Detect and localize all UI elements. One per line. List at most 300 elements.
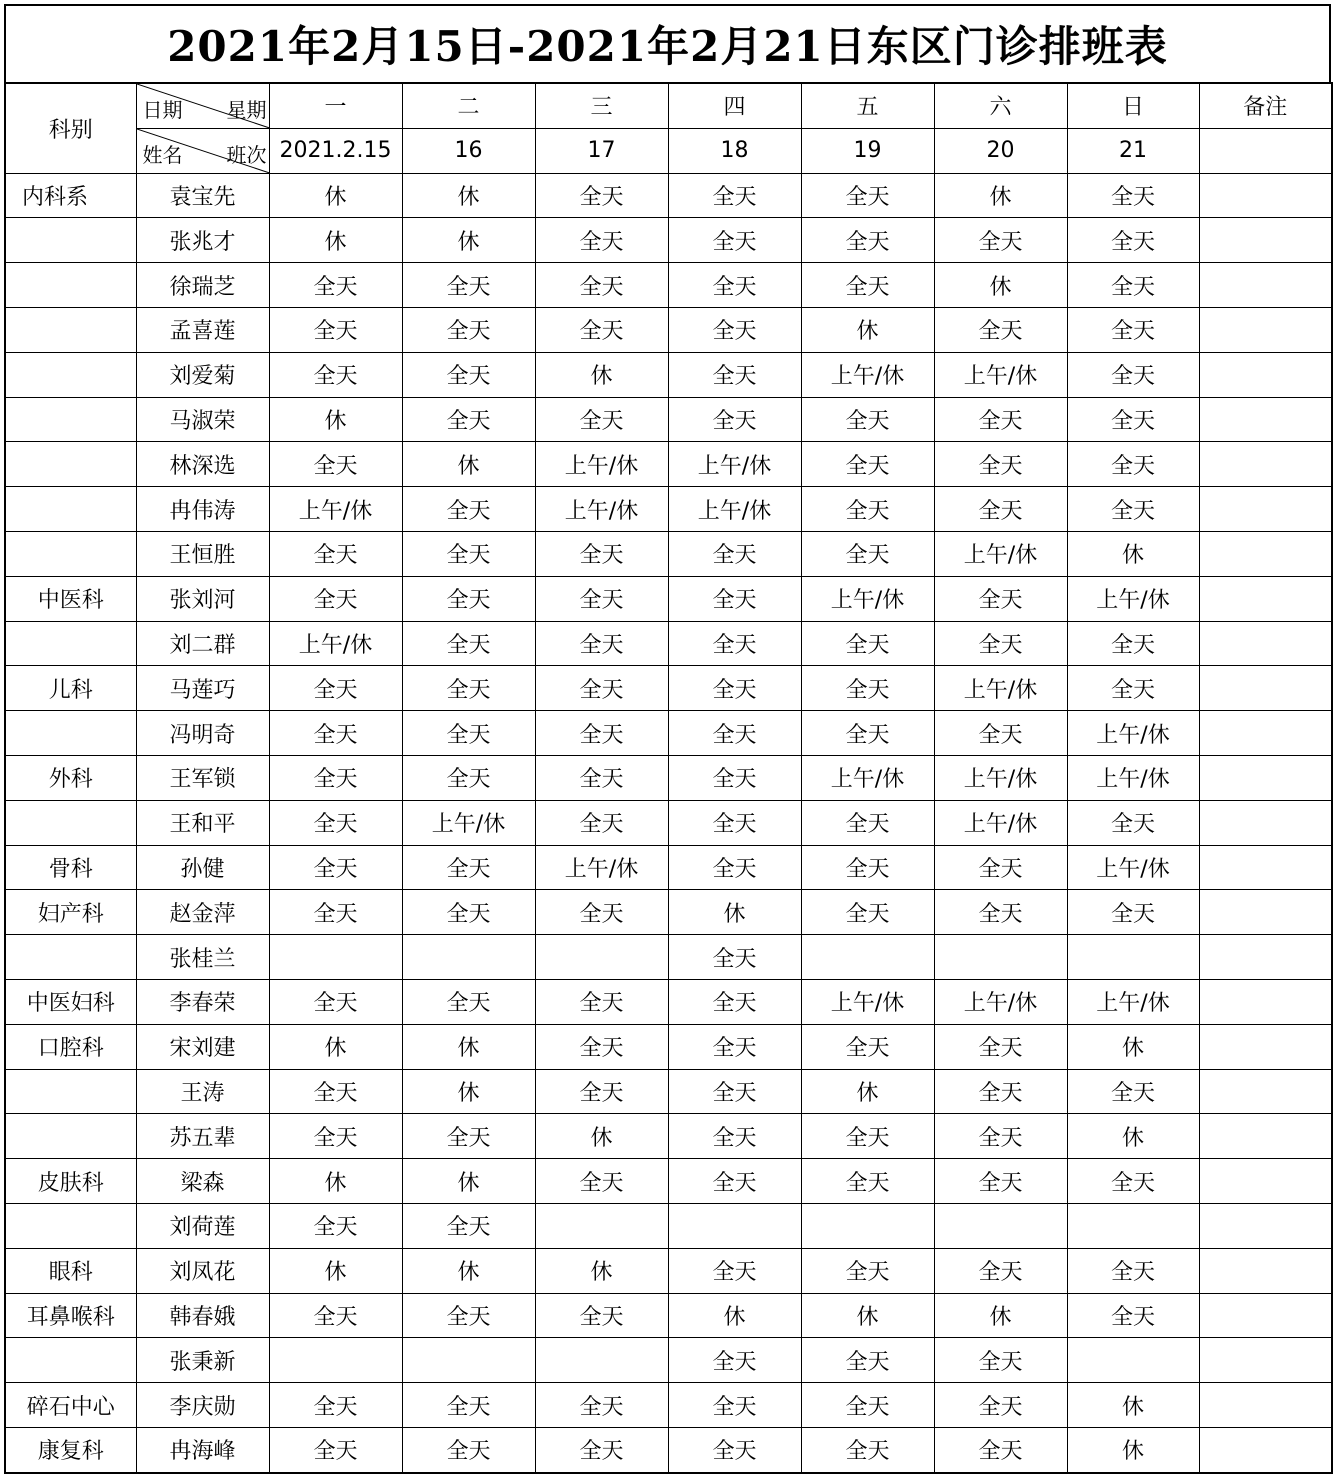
- name-cell: 李庆勋: [136, 1383, 269, 1428]
- table-row: [5, 263, 1332, 308]
- shift-cell: [402, 935, 535, 980]
- table-row: [5, 1069, 1332, 1114]
- remark-cell: [1199, 979, 1332, 1024]
- name-cell: 冯明奇: [136, 711, 269, 756]
- shift-cell: 全天: [402, 487, 535, 532]
- week-label: 星期: [226, 98, 267, 122]
- page-title: 2021年2月15日-2021年2月21日东区门诊排班表: [4, 4, 1331, 82]
- name-cell: 孟喜莲: [136, 307, 269, 352]
- shift-cell: 全天: [934, 711, 1067, 756]
- shift-cell: 全天: [269, 352, 402, 397]
- shift-cell: 全天: [402, 621, 535, 666]
- name-cell: 马莲巧: [136, 666, 269, 711]
- dept-cell: [5, 1069, 136, 1114]
- remark-cell: [1199, 711, 1332, 756]
- shift-cell: 全天: [269, 800, 402, 845]
- shift-cell: 休: [1067, 1427, 1199, 1472]
- table-row: [5, 442, 1332, 487]
- shift-cell: 全天: [801, 1338, 934, 1383]
- shift-cell: [535, 935, 668, 980]
- shift-cell: 上午/休: [934, 979, 1067, 1024]
- shift-cell: [269, 935, 402, 980]
- shift-cell: 全天: [269, 1203, 402, 1248]
- dept-cell: 口腔科: [5, 1024, 136, 1069]
- shift-cell: 全天: [402, 755, 535, 800]
- name-cell: 林深选: [136, 442, 269, 487]
- remark-cell: [1199, 263, 1332, 308]
- name-cell: 李春荣: [136, 979, 269, 1024]
- table-row: [5, 397, 1332, 442]
- table-row: [5, 1159, 1332, 1204]
- shift-cell: 全天: [801, 487, 934, 532]
- shift-cell: 全天: [1067, 487, 1199, 532]
- shift-cell: 休: [402, 173, 535, 218]
- remark-cell: [1199, 1248, 1332, 1293]
- table-row: [5, 621, 1332, 666]
- remark-cell: [1199, 845, 1332, 890]
- shift-cell: 全天: [1067, 352, 1199, 397]
- remark-cell: [1199, 800, 1332, 845]
- shift-cell: 休: [269, 1024, 402, 1069]
- shift-cell: 全天: [269, 576, 402, 621]
- shift-cell: 休: [1067, 1114, 1199, 1159]
- shift-cell: 全天: [1067, 442, 1199, 487]
- shift-cell: 全天: [934, 397, 1067, 442]
- remark-cell: [1199, 666, 1332, 711]
- dept-cell: 中医科: [5, 576, 136, 621]
- shift-cell: 全天: [535, 711, 668, 756]
- remark-cell: [1199, 531, 1332, 576]
- shift-cell: 全天: [801, 1159, 934, 1204]
- shift-cell: 全天: [668, 1024, 801, 1069]
- shift-cell: 全天: [535, 1024, 668, 1069]
- dept-cell: [5, 935, 136, 980]
- name-cell: 刘爱菊: [136, 352, 269, 397]
- date-tue: 16: [402, 128, 535, 173]
- shift-cell: 全天: [402, 890, 535, 935]
- shift-cell: 上午/休: [1067, 845, 1199, 890]
- shift-cell: 全天: [801, 1427, 934, 1472]
- weekday-sun: 日: [1067, 83, 1199, 128]
- shift-cell: 全天: [668, 307, 801, 352]
- weekday-fri: 五: [801, 83, 934, 128]
- shift-cell: 休: [535, 1248, 668, 1293]
- name-cell: 马淑荣: [136, 397, 269, 442]
- shift-cell: 全天: [668, 979, 801, 1024]
- date-mon: 2021.2.15: [269, 128, 402, 173]
- dept-cell: 碎石中心: [5, 1383, 136, 1428]
- shift-cell: 全天: [402, 666, 535, 711]
- shift-cell: 全天: [934, 1338, 1067, 1383]
- shift-cell: 全天: [535, 979, 668, 1024]
- shift-cell: [269, 1338, 402, 1383]
- shift-cell: 全天: [668, 845, 801, 890]
- table-row: [5, 711, 1332, 756]
- shift-cell: 休: [801, 1293, 934, 1338]
- shift-cell: 全天: [668, 263, 801, 308]
- shift-cell: 全天: [668, 1248, 801, 1293]
- shift-cell: 上午/休: [801, 979, 934, 1024]
- table-row: [5, 1248, 1332, 1293]
- remark-cell: [1199, 1203, 1332, 1248]
- shift-cell: 上午/休: [1067, 576, 1199, 621]
- table-row: [5, 173, 1332, 218]
- date-thu: 18: [668, 128, 801, 173]
- shift-cell: [801, 935, 934, 980]
- date-sat: 20: [934, 128, 1067, 173]
- shift-cell: 全天: [668, 755, 801, 800]
- shift-cell: 全天: [668, 1114, 801, 1159]
- name-cell: 张兆才: [136, 218, 269, 263]
- shift-cell: 全天: [535, 800, 668, 845]
- shift-cell: 上午/休: [535, 845, 668, 890]
- shift-cell: 全天: [1067, 1293, 1199, 1338]
- shift-cell: 全天: [801, 621, 934, 666]
- remark-cell: [1199, 1114, 1332, 1159]
- name-cell: 刘荷莲: [136, 1203, 269, 1248]
- shift-cell: 全天: [269, 531, 402, 576]
- shift-cell: 全天: [1067, 621, 1199, 666]
- shift-cell: 全天: [1067, 263, 1199, 308]
- shift-cell: 全天: [402, 352, 535, 397]
- shift-cell: 休: [1067, 531, 1199, 576]
- remark-cell: [1199, 1159, 1332, 1204]
- remark-cell: [1199, 173, 1332, 218]
- table-row: [5, 1383, 1332, 1428]
- remark-cell: [1199, 307, 1332, 352]
- shift-cell: 全天: [801, 1248, 934, 1293]
- shift-cell: 休: [402, 1159, 535, 1204]
- table-row: [5, 307, 1332, 352]
- shift-cell: 全天: [402, 397, 535, 442]
- weekday-mon: 一: [269, 83, 402, 128]
- remark-cell: [1199, 1069, 1332, 1114]
- name-cell: 王和平: [136, 800, 269, 845]
- shift-cell: 全天: [668, 666, 801, 711]
- name-cell: 刘二群: [136, 621, 269, 666]
- remark-cell: [1199, 1427, 1332, 1472]
- remark-cell: [1199, 1383, 1332, 1428]
- name-cell: 苏五辈: [136, 1114, 269, 1159]
- shift-cell: 全天: [801, 1383, 934, 1428]
- shift-cell: 全天: [269, 307, 402, 352]
- shift-cell: 全天: [934, 1114, 1067, 1159]
- weekday-tue: 二: [402, 83, 535, 128]
- shift-cell: 上午/休: [1067, 711, 1199, 756]
- dept-cell: 中医妇科: [5, 979, 136, 1024]
- shift-cell: 全天: [402, 263, 535, 308]
- shift-cell: 休: [269, 397, 402, 442]
- dept-cell: [5, 397, 136, 442]
- shift-cell: 全天: [1067, 218, 1199, 263]
- date-wed: 17: [535, 128, 668, 173]
- shift-cell: 全天: [801, 890, 934, 935]
- shift-cell: 全天: [269, 711, 402, 756]
- remark-empty: [1199, 128, 1332, 173]
- shift-cell: 全天: [801, 397, 934, 442]
- date-week-header: [136, 83, 269, 128]
- date-fri: 19: [801, 128, 934, 173]
- shift-cell: 全天: [1067, 1248, 1199, 1293]
- dept-cell: 骨科: [5, 845, 136, 890]
- shift-cell: 全天: [801, 800, 934, 845]
- shift-cell: 上午/休: [269, 487, 402, 532]
- shift-cell: 全天: [535, 1293, 668, 1338]
- shift-cell: 全天: [934, 1024, 1067, 1069]
- shift-cell: 全天: [535, 218, 668, 263]
- shift-cell: 上午/休: [801, 576, 934, 621]
- shift-cell: 休: [535, 1114, 668, 1159]
- remark-cell: [1199, 352, 1332, 397]
- shift-cell: 全天: [402, 1203, 535, 1248]
- dept-cell: [5, 531, 136, 576]
- dept-cell: [5, 352, 136, 397]
- shift-cell: 全天: [269, 1427, 402, 1472]
- shift-cell: 全天: [402, 711, 535, 756]
- dept-cell: 妇产科: [5, 890, 136, 935]
- shift-cell: 全天: [801, 263, 934, 308]
- remark-cell: [1199, 1024, 1332, 1069]
- shift-cell: 全天: [535, 397, 668, 442]
- shift-cell: 休: [535, 352, 668, 397]
- shift-cell: 全天: [801, 711, 934, 756]
- name-shift-header: [136, 128, 269, 173]
- dept-cell: 外科: [5, 755, 136, 800]
- weekday-wed: 三: [535, 83, 668, 128]
- shift-cell: 全天: [934, 621, 1067, 666]
- shift-cell: 全天: [535, 755, 668, 800]
- weekday-thu: 四: [668, 83, 801, 128]
- shift-cell: 全天: [535, 1159, 668, 1204]
- shift-cell: 全天: [535, 1427, 668, 1472]
- shift-cell: 全天: [668, 935, 801, 980]
- name-cell: 张桂兰: [136, 935, 269, 980]
- shift-cell: 休: [269, 218, 402, 263]
- name-cell: 冉海峰: [136, 1427, 269, 1472]
- remark-cell: [1199, 442, 1332, 487]
- shift-cell: 全天: [934, 1159, 1067, 1204]
- remark-cell: [1199, 487, 1332, 532]
- shift-cell: 休: [934, 1293, 1067, 1338]
- shift-cell: 休: [801, 307, 934, 352]
- shift-cell: [1067, 1338, 1199, 1383]
- table-row: [5, 576, 1332, 621]
- table-row: [5, 1427, 1332, 1472]
- shift-cell: 全天: [269, 1114, 402, 1159]
- name-cell: 孙健: [136, 845, 269, 890]
- shift-cell: 休: [801, 1069, 934, 1114]
- shift-cell: 全天: [934, 218, 1067, 263]
- table-row: [5, 666, 1332, 711]
- shift-cell: 休: [402, 218, 535, 263]
- shift-cell: 全天: [402, 1293, 535, 1338]
- dept-cell: 康复科: [5, 1427, 136, 1472]
- dept-cell: [5, 1338, 136, 1383]
- shift-cell: 全天: [535, 1383, 668, 1428]
- name-cell: 梁森: [136, 1159, 269, 1204]
- shift-cell: 休: [269, 1248, 402, 1293]
- name-cell: 韩春娥: [136, 1293, 269, 1338]
- shift-cell: [668, 1203, 801, 1248]
- shift-cell: 全天: [934, 1069, 1067, 1114]
- shift-cell: 全天: [402, 1114, 535, 1159]
- shift-cell: 全天: [1067, 666, 1199, 711]
- shift-cell: 全天: [801, 218, 934, 263]
- dept-cell: [5, 1203, 136, 1248]
- dept-cell: [5, 1114, 136, 1159]
- shift-cell: 全天: [1067, 890, 1199, 935]
- dept-cell: 内科系: [5, 173, 136, 218]
- remark-cell: [1199, 397, 1332, 442]
- shift-cell: 休: [1067, 1024, 1199, 1069]
- shift-cell: 全天: [402, 1383, 535, 1428]
- shift-cell: 全天: [801, 1114, 934, 1159]
- shift-cell: 全天: [535, 621, 668, 666]
- shift-cell: 上午/休: [801, 352, 934, 397]
- shift-cell: 全天: [668, 711, 801, 756]
- shift-cell: 全天: [801, 442, 934, 487]
- shift-cell: 全天: [801, 1024, 934, 1069]
- shift-cell: 全天: [668, 800, 801, 845]
- schedule-table: [4, 82, 1333, 1474]
- shift-cell: 全天: [801, 531, 934, 576]
- shift-cell: 全天: [801, 666, 934, 711]
- dept-cell: [5, 800, 136, 845]
- shift-cell: 上午/休: [668, 442, 801, 487]
- dept-cell: 儿科: [5, 666, 136, 711]
- remark-cell: [1199, 576, 1332, 621]
- table-row: [5, 979, 1332, 1024]
- dept-cell: [5, 487, 136, 532]
- table-row: [5, 1338, 1332, 1383]
- shift-cell: 休: [269, 1159, 402, 1204]
- shift-cell: 全天: [934, 487, 1067, 532]
- shift-cell: 全天: [934, 1427, 1067, 1472]
- shift-cell: 上午/休: [402, 800, 535, 845]
- shift-cell: 全天: [535, 307, 668, 352]
- shift-cell: 全天: [934, 845, 1067, 890]
- shift-cell: 休: [402, 1069, 535, 1114]
- shift-cell: 全天: [1067, 173, 1199, 218]
- remark-header: 备注: [1199, 83, 1332, 128]
- date-sun: 21: [1067, 128, 1199, 173]
- shift-cell: 全天: [1067, 800, 1199, 845]
- name-cell: 张刘河: [136, 576, 269, 621]
- shift-cell: 全天: [535, 666, 668, 711]
- dept-cell: [5, 263, 136, 308]
- shift-cell: 全天: [668, 1338, 801, 1383]
- name-label: 姓名: [142, 142, 183, 167]
- shift-cell: 全天: [801, 845, 934, 890]
- shift-cell: 全天: [402, 307, 535, 352]
- shift-cell: 全天: [269, 1383, 402, 1428]
- remark-cell: [1199, 621, 1332, 666]
- shift-cell: 休: [269, 173, 402, 218]
- name-cell: 赵金萍: [136, 890, 269, 935]
- shift-cell: 全天: [269, 845, 402, 890]
- shift-cell: 休: [402, 1024, 535, 1069]
- shift-cell: [934, 935, 1067, 980]
- shift-cell: 全天: [668, 352, 801, 397]
- shift-cell: 休: [402, 1248, 535, 1293]
- shift-cell: 全天: [402, 531, 535, 576]
- name-cell: 王涛: [136, 1069, 269, 1114]
- dept-cell: [5, 621, 136, 666]
- table-row: [5, 352, 1332, 397]
- name-cell: 宋刘建: [136, 1024, 269, 1069]
- shift-cell: 全天: [535, 576, 668, 621]
- table-row: [5, 845, 1332, 890]
- name-cell: 刘凤花: [136, 1248, 269, 1293]
- shift-cell: 休: [934, 173, 1067, 218]
- name-cell: 王军锁: [136, 755, 269, 800]
- shift-cell: 全天: [269, 890, 402, 935]
- dept-cell: 眼科: [5, 1248, 136, 1293]
- table-row: [5, 1024, 1332, 1069]
- remark-cell: [1199, 935, 1332, 980]
- remark-cell: [1199, 890, 1332, 935]
- shift-cell: 上午/休: [1067, 979, 1199, 1024]
- shift-cell: 全天: [668, 1069, 801, 1114]
- shift-cell: 上午/休: [801, 755, 934, 800]
- shift-cell: 全天: [668, 1159, 801, 1204]
- shift-cell: 全天: [269, 979, 402, 1024]
- shift-cell: 上午/休: [668, 487, 801, 532]
- shift-cell: 全天: [668, 397, 801, 442]
- date-label: 日期: [142, 98, 183, 122]
- shift-cell: 全天: [269, 1069, 402, 1114]
- shift-cell: 全天: [535, 890, 668, 935]
- shift-cell: 全天: [934, 576, 1067, 621]
- shift-cell: 上午/休: [934, 800, 1067, 845]
- shift-cell: 上午/休: [934, 531, 1067, 576]
- shift-cell: 全天: [668, 1383, 801, 1428]
- shift-cell: 全天: [668, 218, 801, 263]
- shift-cell: 全天: [535, 1069, 668, 1114]
- shift-cell: 全天: [402, 576, 535, 621]
- shift-cell: 全天: [668, 621, 801, 666]
- shift-cell: 全天: [668, 173, 801, 218]
- shift-cell: 上午/休: [934, 755, 1067, 800]
- shift-cell: [535, 1203, 668, 1248]
- shift-cell: 全天: [1067, 1159, 1199, 1204]
- shift-cell: 上午/休: [934, 352, 1067, 397]
- table-row: [5, 890, 1332, 935]
- shift-cell: 全天: [801, 173, 934, 218]
- dept-cell: [5, 307, 136, 352]
- shift-cell: 全天: [535, 263, 668, 308]
- shift-cell: 全天: [535, 531, 668, 576]
- shift-cell: 全天: [1067, 397, 1199, 442]
- shift-cell: 休: [402, 442, 535, 487]
- shift-cell: 上午/休: [269, 621, 402, 666]
- shift-cell: 全天: [934, 890, 1067, 935]
- shift-cell: 上午/休: [535, 442, 668, 487]
- table-row: [5, 1293, 1332, 1338]
- dept-cell: [5, 218, 136, 263]
- shift-cell: [1067, 935, 1199, 980]
- name-cell: 徐瑞芝: [136, 263, 269, 308]
- shift-cell: 上午/休: [535, 487, 668, 532]
- dept-cell: [5, 711, 136, 756]
- shift-cell: 休: [668, 1293, 801, 1338]
- shift-cell: 全天: [535, 173, 668, 218]
- table-row: [5, 218, 1332, 263]
- table-row: [5, 487, 1332, 532]
- table-row: [5, 1203, 1332, 1248]
- dept-cell: 皮肤科: [5, 1159, 136, 1204]
- shift-cell: 全天: [668, 576, 801, 621]
